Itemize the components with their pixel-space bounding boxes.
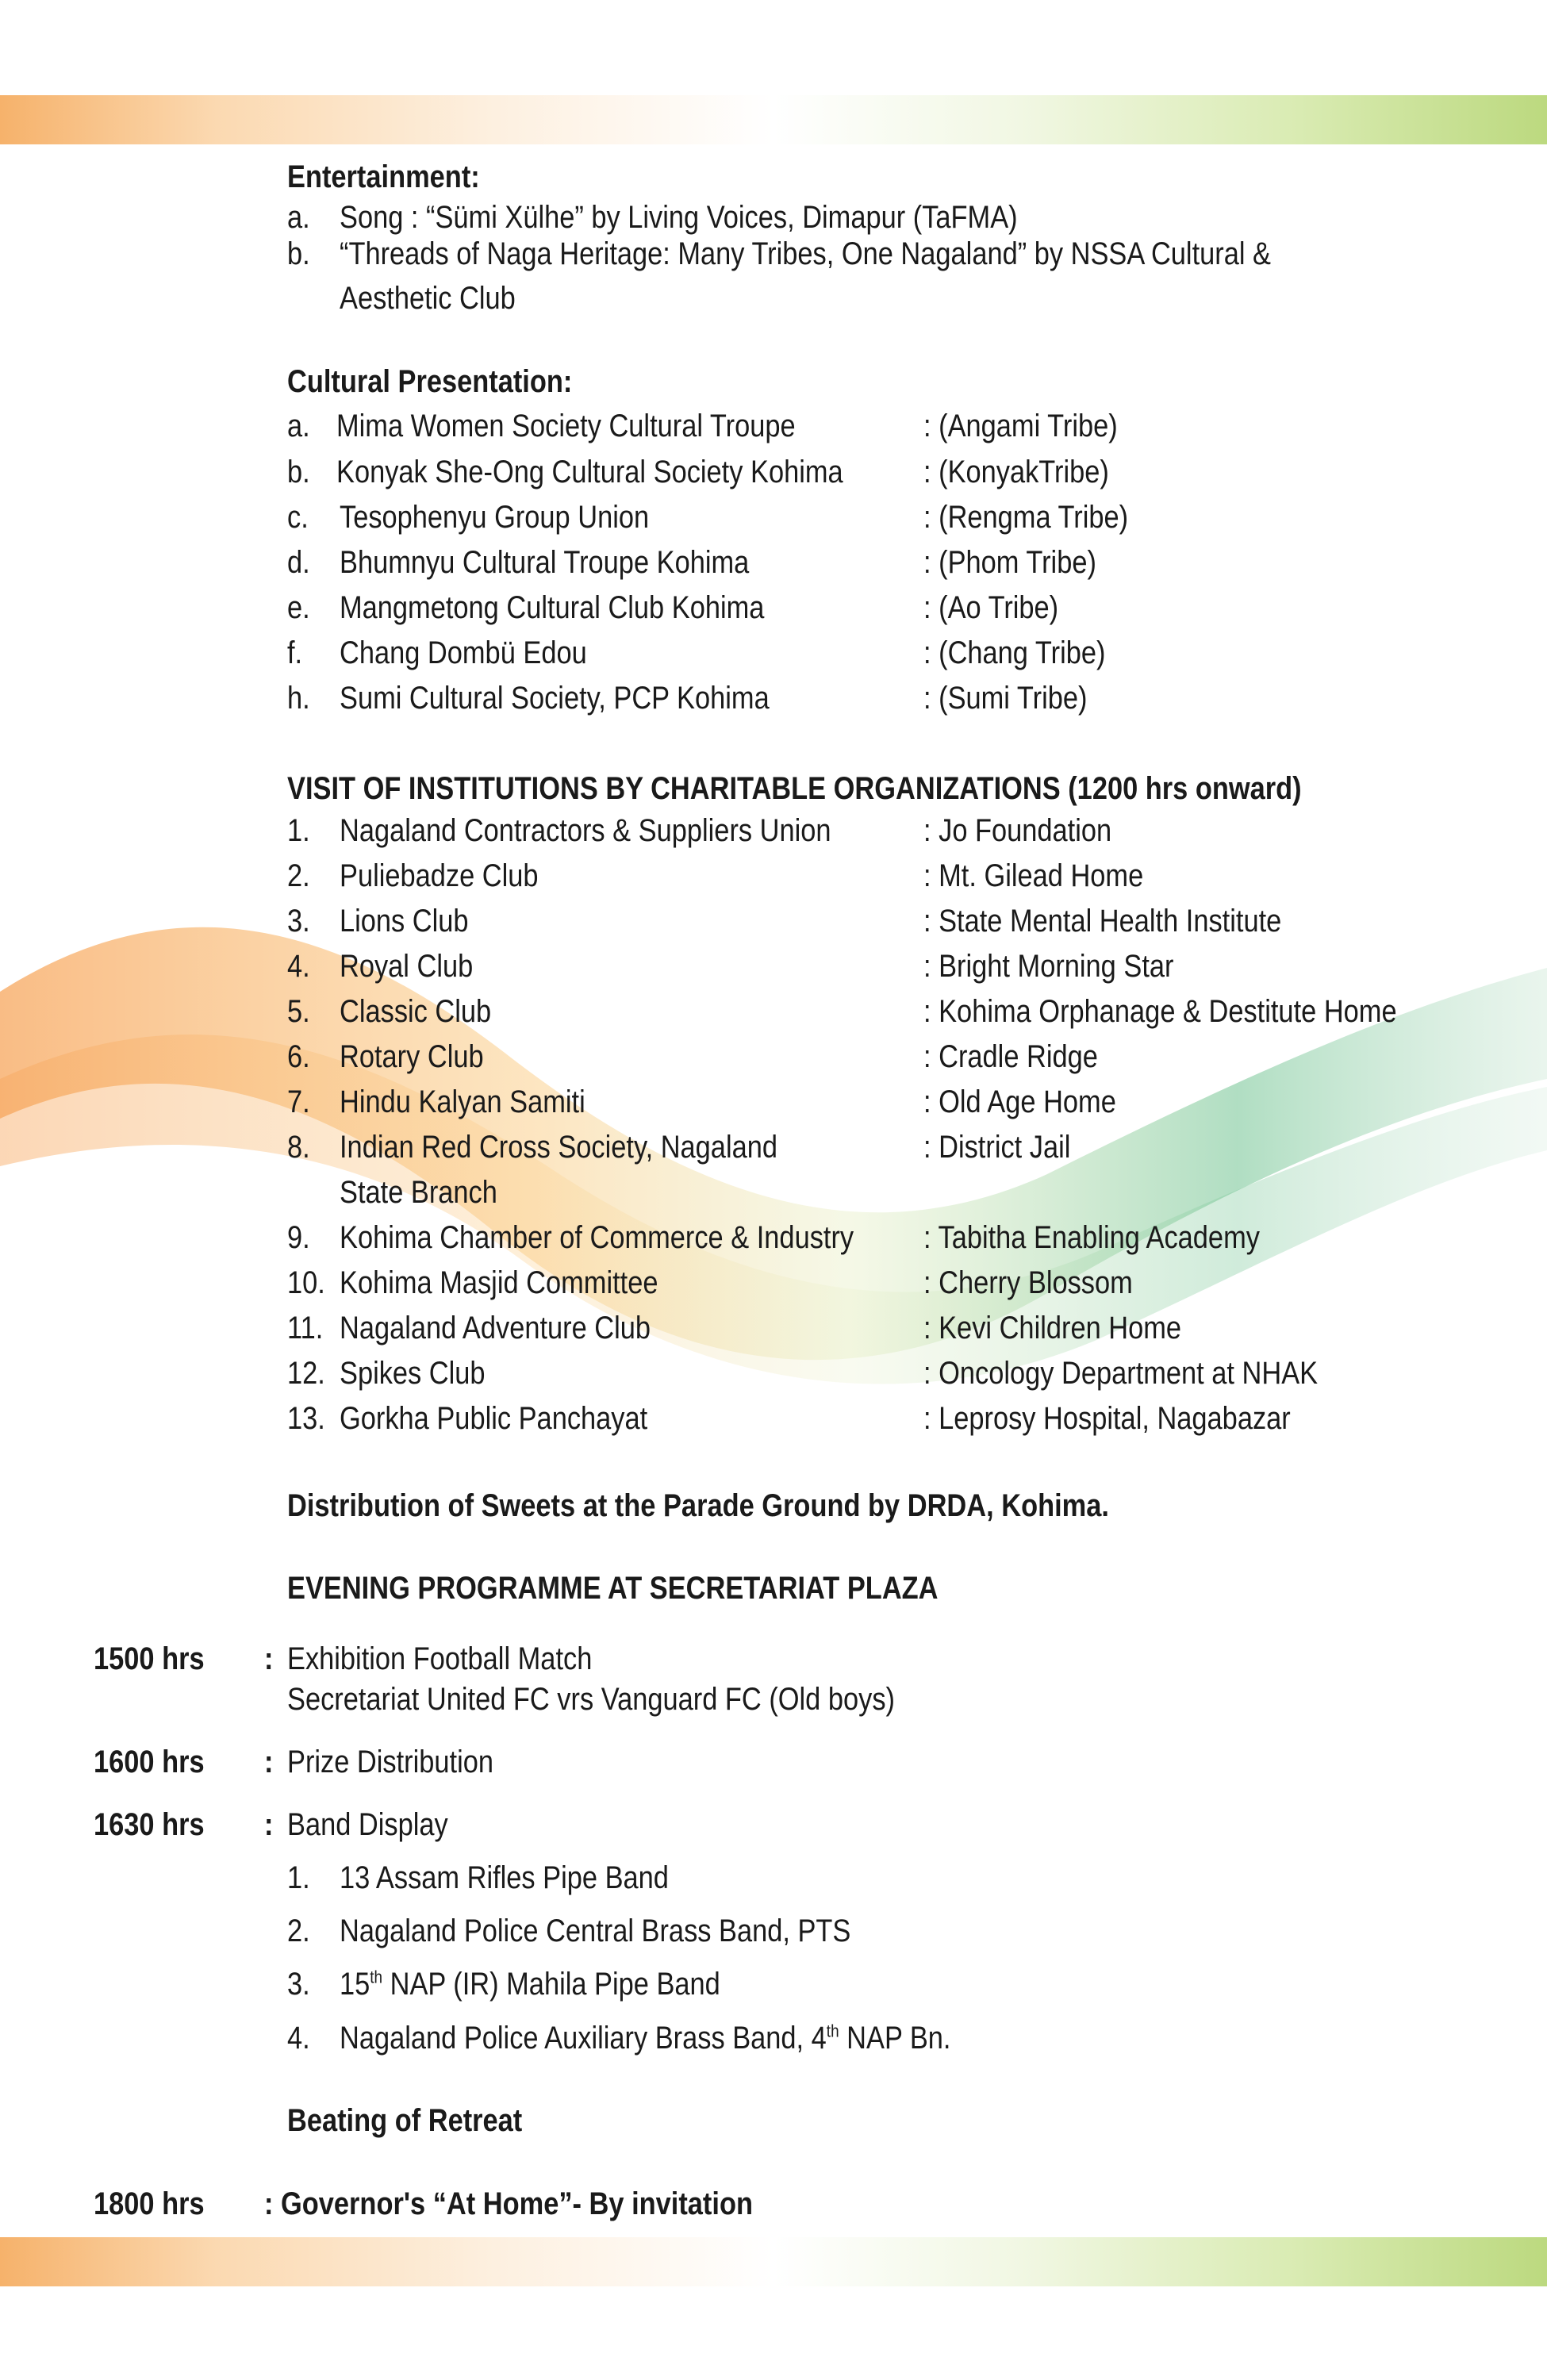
event-colon: : [264, 1745, 274, 1779]
event-time: 1630 hrs [94, 1807, 205, 1842]
list-number: 1. [287, 813, 310, 848]
visit-organization: Nagaland Adventure Club [340, 1311, 651, 1345]
visit-institution: : Cherry Blossom [923, 1265, 1133, 1300]
visit-organization: Royal Club [340, 949, 474, 984]
final-event-title: : Governor's “At Home”- By invitation [264, 2186, 753, 2221]
list-number: 4. [287, 2021, 310, 2056]
list-number: 3. [287, 1967, 310, 2002]
band-text: 15 [340, 1967, 370, 2002]
cultural-tribe: : (Rengma Tribe) [923, 500, 1129, 535]
visit-institution: : State Mental Health Institute [923, 904, 1282, 939]
visit-organization: Rotary Club [340, 1039, 484, 1074]
list-marker: a. [287, 200, 310, 235]
visit-institution: : Tabitha Enabling Academy [923, 1220, 1260, 1255]
visit-institution: : Leprosy Hospital, Nagabazar [923, 1401, 1291, 1436]
band-text: NAP Bn. [839, 2021, 951, 2056]
visit-institution: : Mt. Gilead Home [923, 858, 1144, 893]
list-marker: e. [287, 590, 310, 625]
visit-organization: Spikes Club [340, 1356, 486, 1391]
cultural-name: Bhumnyu Cultural Troupe Kohima [340, 545, 750, 580]
list-number: 4. [287, 949, 310, 984]
list-number: 9. [287, 1220, 310, 1255]
band-text: NAP (IR) Mahila Pipe Band [382, 1967, 720, 2002]
visit-organization: Lions Club [340, 904, 469, 939]
list-number: 13. [287, 1401, 325, 1436]
cultural-name: Sumi Cultural Society, PCP Kohima [340, 681, 770, 716]
evening-heading: EVENING PROGRAMME AT SECRETARIAT PLAZA [287, 1571, 939, 1606]
event-title: Exhibition Football Match [287, 1641, 593, 1676]
cultural-tribe: : (Chang Tribe) [923, 635, 1106, 670]
entertainment-item: “Threads of Naga Heritage: Many Tribes, One Nagaland” by NSSA Cultural & [340, 236, 1271, 271]
list-number: 10. [287, 1265, 325, 1300]
band-item [340, 1964, 720, 2004]
event-detail: Secretariat United FC vrs Vanguard FC (Old boys) [287, 1682, 895, 1717]
visit-organization: Kohima Masjid Committee [340, 1265, 658, 1300]
visit-organization: Nagaland Contractors & Suppliers Union [340, 813, 831, 848]
event-colon: : [264, 1641, 274, 1676]
band-item: 13 Assam Rifles Pipe Band [340, 1860, 669, 1895]
visit-institution: : Bright Morning Star [923, 949, 1174, 984]
list-marker: b. [287, 455, 310, 489]
visit-organization-continued: State Branch [340, 1175, 497, 1210]
list-number: 6. [287, 1039, 310, 1074]
cultural-name: Konyak She-Ong Cultural Society Kohima [336, 455, 843, 489]
visit-institution: : Cradle Ridge [923, 1039, 1098, 1074]
retreat-heading: Beating of Retreat [287, 2103, 523, 2138]
visit-organization: Hindu Kalyan Samiti [340, 1084, 585, 1119]
cultural-tribe: : (Phom Tribe) [923, 545, 1096, 580]
entertainment-item: Song : “Sümi Xülhe” by Living Voices, Dimapur (TaFMA) [340, 200, 1018, 235]
visit-institution: : Kevi Children Home [923, 1311, 1182, 1345]
visit-institution: : Kohima Orphanage & Destitute Home [923, 994, 1397, 1029]
visit-organization: Puliebadze Club [340, 858, 539, 893]
entertainment-item-continued: Aesthetic Club [340, 281, 516, 316]
visit-institution: : District Jail [923, 1130, 1071, 1165]
list-marker: a. [287, 409, 310, 443]
visit-institution: : Jo Foundation [923, 813, 1112, 848]
cultural-heading: Cultural Presentation: [287, 364, 573, 399]
list-number: 2. [287, 1914, 310, 1948]
visit-institution: : Oncology Department at NHAK [923, 1356, 1319, 1391]
cultural-name: Mangmetong Cultural Club Kohima [340, 590, 765, 625]
list-marker: c. [287, 500, 309, 535]
cultural-tribe: : (Angami Tribe) [923, 409, 1118, 443]
entertainment-heading: Entertainment: [287, 159, 480, 194]
visit-organization: Classic Club [340, 994, 492, 1029]
list-number: 5. [287, 994, 310, 1029]
event-colon: : [264, 1807, 274, 1842]
list-marker: d. [287, 545, 310, 580]
list-number: 1. [287, 1860, 310, 1895]
event-title: Band Display [287, 1807, 448, 1842]
ordinal-suffix: th [826, 2021, 839, 2041]
band-item: Nagaland Police Central Brass Band, PTS [340, 1914, 851, 1948]
band-text: Nagaland Police Auxiliary Brass Band, 4 [340, 2021, 827, 2056]
list-marker: h. [287, 681, 310, 716]
list-number: 3. [287, 904, 310, 939]
visits-heading: VISIT OF INSTITUTIONS BY CHARITABLE ORGANIZATIONS (1200 hrs onward) [287, 771, 1302, 806]
list-number: 7. [287, 1084, 310, 1119]
event-title: Prize Distribution [287, 1745, 494, 1779]
event-time: 1800 hrs [94, 2186, 205, 2221]
visit-institution: : Old Age Home [923, 1084, 1116, 1119]
list-number: 2. [287, 858, 310, 893]
cultural-tribe: : (Ao Tribe) [923, 590, 1059, 625]
cultural-name: Mima Women Society Cultural Troupe [336, 409, 796, 443]
event-time: 1500 hrs [94, 1641, 205, 1676]
bottom-gradient-band [0, 2237, 1547, 2286]
list-marker: f. [287, 635, 303, 670]
cultural-tribe: : (Sumi Tribe) [923, 681, 1088, 716]
ordinal-suffix: th [370, 1967, 383, 1987]
list-number: 12. [287, 1356, 325, 1391]
list-number: 8. [287, 1130, 310, 1165]
sweets-heading: Distribution of Sweets at the Parade Ground by DRDA, Kohima. [287, 1488, 1109, 1523]
cultural-tribe: : (KonyakTribe) [923, 455, 1109, 489]
cultural-name: Tesophenyu Group Union [340, 500, 650, 535]
event-time: 1600 hrs [94, 1745, 205, 1779]
list-number: 11. [287, 1311, 324, 1345]
band-item [340, 2018, 950, 2058]
list-marker: b. [287, 236, 310, 271]
cultural-name: Chang Dombü Edou [340, 635, 587, 670]
visit-organization: Gorkha Public Panchayat [340, 1401, 648, 1436]
visit-organization: Indian Red Cross Society, Nagaland [340, 1130, 777, 1165]
visit-organization: Kohima Chamber of Commerce & Industry [340, 1220, 854, 1255]
